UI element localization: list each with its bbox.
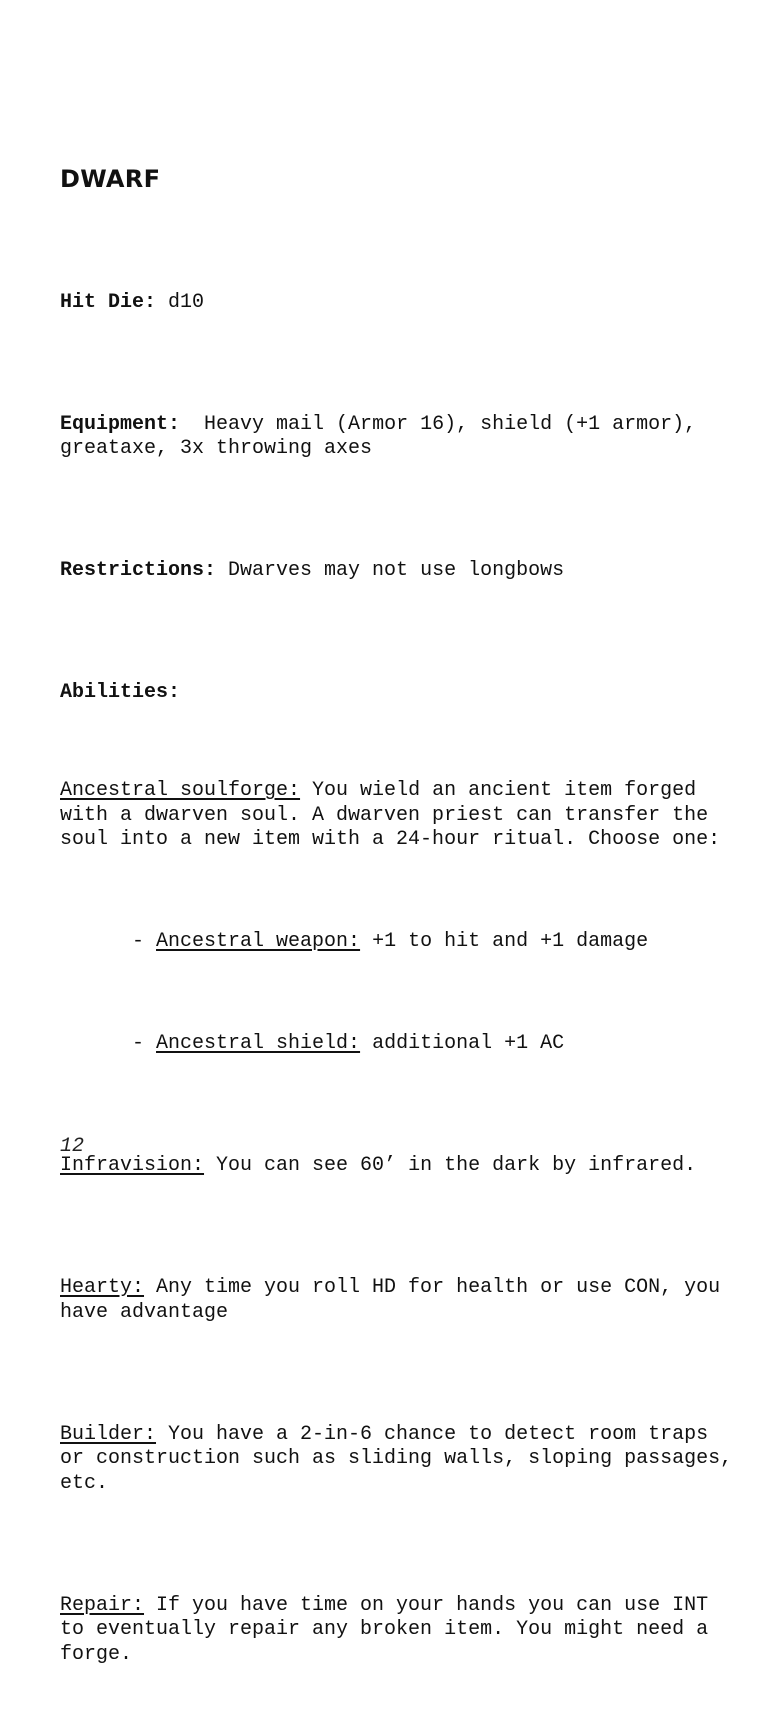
ability-text: If you have time on your hands you can use INT to eventually repair any broken item. You might need a forge. (60, 1593, 721, 1666)
ability-ancestral-soulforge (60, 779, 740, 853)
ability-text: Any time you roll HD for health or use CON, you have advantage (60, 1276, 733, 1324)
option-text: +1 to hit and +1 damage (360, 930, 649, 953)
page-title: DWARF (60, 165, 161, 193)
option-name: Ancestral weapon: (156, 930, 361, 953)
ability-text: You can see 60’ in the dark by infrared. (204, 1154, 697, 1177)
page-number: 12 (60, 1135, 85, 1158)
hit-die-line (60, 291, 740, 316)
ability-hearty (60, 1276, 740, 1325)
ability-name: Repair: (60, 1593, 145, 1617)
ability-infravision (60, 1154, 740, 1179)
ability-text: You have a 2-in-6 chance to detect room traps or construction such as sliding walls, sloping passages, etc. (60, 1422, 745, 1495)
option-text: additional +1 AC (360, 1032, 565, 1055)
ability-name: Ancestral soulforge: (60, 779, 301, 802)
hit-die-label: Hit Die: (60, 290, 157, 314)
option-name: Ancestral shield: (156, 1032, 361, 1055)
hit-die-value: d10 (156, 290, 205, 314)
restrictions-value: Dwarves may not use longbows (216, 559, 565, 582)
option-dash: - (132, 1032, 157, 1055)
ability-builder (60, 1422, 745, 1497)
restrictions-line (60, 559, 740, 584)
option-ancestral-weapon (60, 930, 740, 955)
page-content (60, 114, 745, 1716)
abilities-heading: Abilities: (60, 681, 181, 704)
ability-name: Hearty: (60, 1276, 145, 1299)
option-dash: - (132, 930, 157, 953)
restrictions-label: Restrictions: (60, 559, 217, 582)
option-ancestral-shield (60, 1032, 740, 1057)
ability-text: You wield an ancient item forged with a dwarven soul. A dwarven priest can transfer the soul into a new item with a 24-hour ritual. Choose one: (60, 779, 721, 851)
equipment-line (60, 413, 740, 462)
equipment-label: Equipment: (60, 412, 181, 436)
ability-repair (60, 1594, 740, 1668)
ability-name: Infravision: (60, 1154, 205, 1177)
equipment-value: Heavy mail (Armor 16), shield (+1 armor), greataxe, 3x throwing axes (60, 412, 709, 460)
ability-name: Builder: (60, 1422, 157, 1446)
